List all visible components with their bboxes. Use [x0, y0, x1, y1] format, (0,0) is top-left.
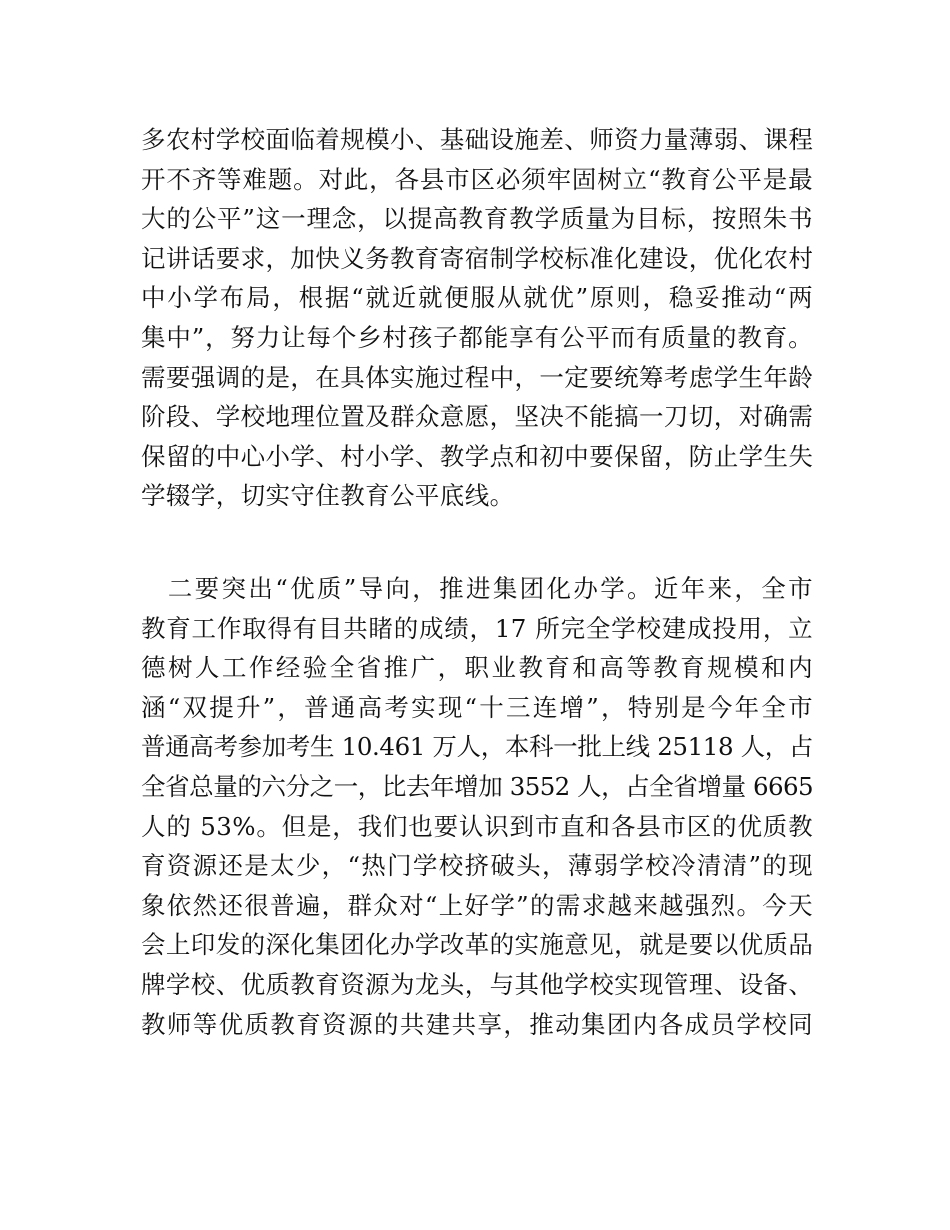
- text-line: 育资源还是太少，“热门学校挤破头，薄弱学校冷清清”的现: [141, 851, 813, 881]
- text-line: 开不齐等难题。对此，各县市区必须牢固树立“教育公平是最: [141, 164, 813, 194]
- text-line: 记讲话要求，加快义务教育寄宿制学校标准化建设，优化农村: [141, 243, 813, 273]
- text-line: 集中”，努力让每个乡村孩子都能享有公平而有质量的教育。: [141, 322, 813, 352]
- text-line: 多农村学校面临着规模小、基础设施差、师资力量薄弱、课程: [141, 125, 813, 154]
- text-line: 保留的中心小学、村小学、教学点和初中要保留，防止学生失: [141, 441, 813, 471]
- text-line: 德树人工作经验全省推广，职业教育和高等教育规模和内: [141, 653, 813, 683]
- text-line: 象依然还很普遍，群众对“上好学”的需求越来越强烈。今天: [141, 890, 813, 920]
- text-line: 全省总量的六分之一，比去年增加 3552 人，占全省增量 6665: [141, 771, 813, 801]
- text-line: 教育工作取得有目共睹的成绩，17 所完全学校建成投用，立: [141, 613, 813, 643]
- text-line: 教师等优质教育资源的共建共享，推动集团内各成员学校同: [141, 1009, 813, 1039]
- text-line: 阶段、学校地理位置及群众意愿，坚决不能搞一刀切，对确需: [141, 402, 813, 432]
- text-line: 中小学布局，根据“就近就便服从就优”原则，稳妥推动“两: [141, 283, 813, 313]
- paragraph-group-schooling: [141, 569, 813, 1044]
- text-line: 涵“双提升”，普通高考实现“十三连增”，特别是今年全市: [141, 692, 813, 722]
- text-line: 学辍学，切实守住教育公平底线。: [141, 481, 515, 511]
- text-line: 二要突出“优质”导向，推进集团化办学。近年来，全市: [141, 574, 813, 603]
- text-line: 普通高考参加考生 10.461 万人，本科一批上线 25118 人，占: [141, 732, 813, 762]
- text-line: 需要强调的是，在具体实施过程中，一定要统筹考虑学生年龄: [141, 362, 813, 392]
- text-line: 牌学校、优质教育资源为龙头，与其他学校实现管理、设备、: [141, 969, 813, 999]
- text-line: 会上印发的深化集团化办学改革的实施意见，就是要以优质品: [141, 930, 813, 960]
- paragraph-rural-schools: [141, 120, 813, 516]
- text-line: 人的 53%。但是，我们也要认识到市直和各县市区的优质教: [141, 811, 813, 841]
- text-line: 大的公平”这一理念，以提高教育教学质量为目标，按照朱书: [141, 204, 813, 234]
